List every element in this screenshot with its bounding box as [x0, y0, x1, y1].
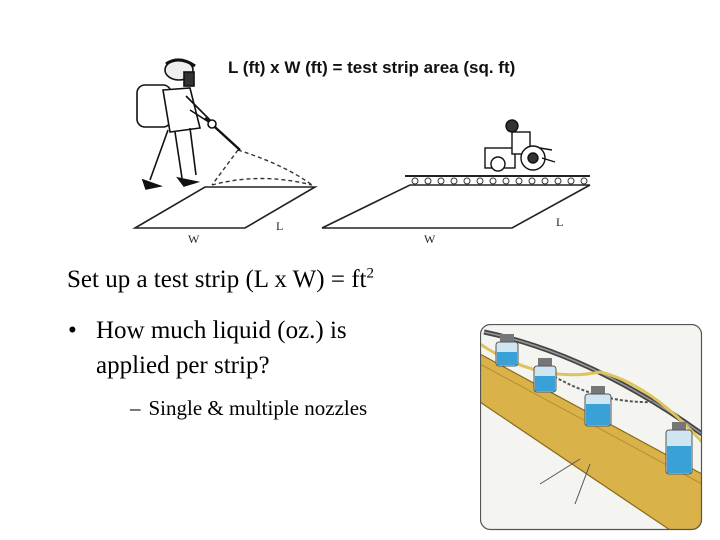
test-strip-formula: L (ft) x W (ft) = test strip area (sq. ft) [228, 58, 516, 77]
left-length-label: L [276, 219, 284, 233]
left-width-label: W [188, 232, 200, 246]
sub-bullet-text: Single & multiple nozzles [148, 396, 368, 420]
left-test-strip [135, 187, 315, 228]
tractor-sprayer-icon [485, 120, 555, 171]
right-test-strip [322, 185, 590, 228]
test-strip-diagram [0, 0, 720, 250]
bullet-marker: • [68, 317, 77, 344]
squared-superscript: 2 [366, 265, 374, 282]
boom-nozzle-illustration [480, 324, 704, 532]
boom-spray-dots [412, 178, 587, 184]
sub-bullet-item [130, 396, 367, 421]
bullet-text: How much liquid (oz.) is applied per strip? [96, 317, 347, 379]
spray-pattern [212, 150, 312, 185]
backpack-sprayer-worker-icon [137, 60, 240, 189]
right-width-label: W [424, 232, 436, 246]
right-length-label: L [556, 215, 564, 229]
collection-jar-4 [666, 422, 692, 474]
main-heading-text: Set up a test strip (L x W) = ft [67, 266, 367, 293]
main-heading [67, 266, 374, 294]
sub-bullet-marker: – [130, 396, 141, 420]
